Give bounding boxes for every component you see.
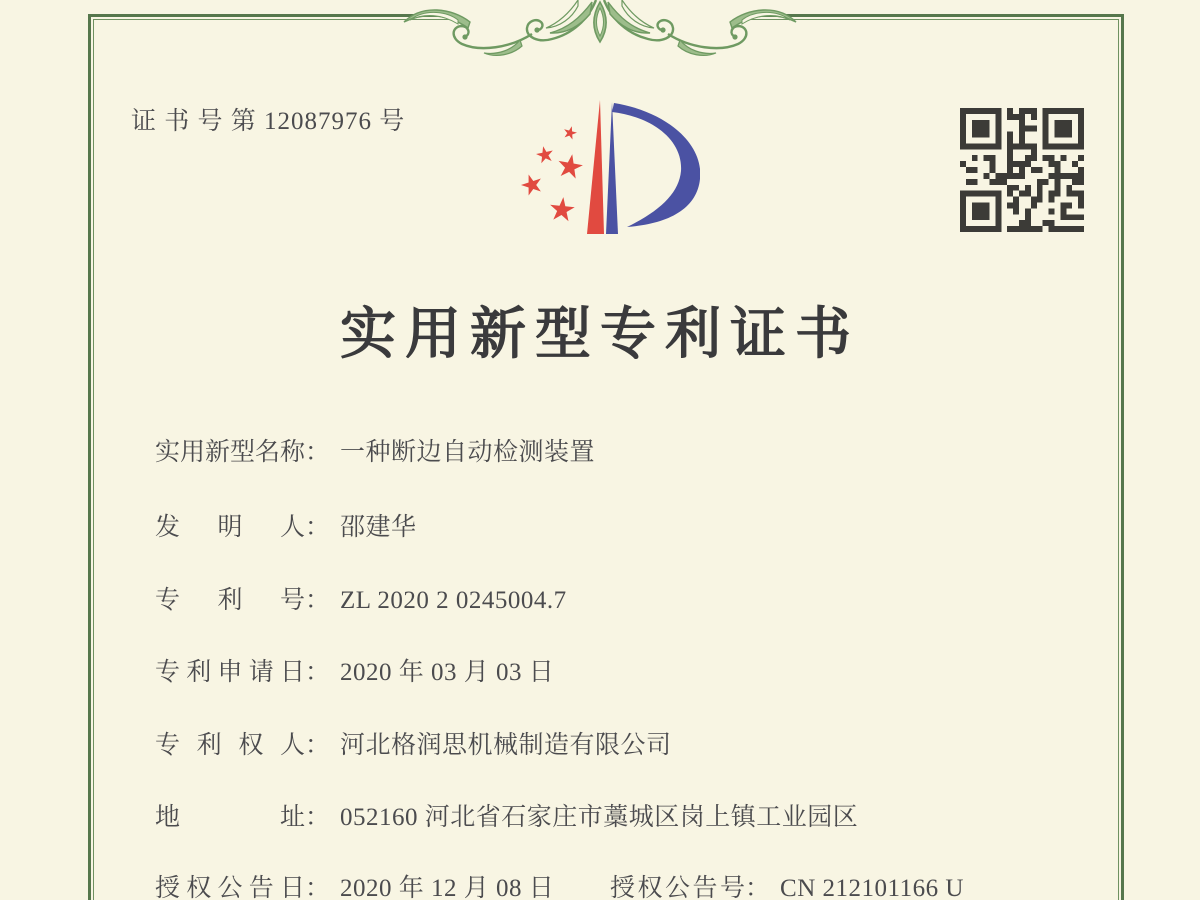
field-row-inventor (155, 507, 417, 543)
field-value: 052160 河北省石家庄市藁城区岗上镇工业园区 (340, 804, 859, 831)
field-colon: ： (305, 587, 331, 614)
field-row-grant-date (155, 868, 964, 900)
field-colon: ： (305, 732, 331, 759)
field-value: 邵建华 (340, 514, 417, 541)
field-value: 2020 年 03 月 03 日 (340, 659, 555, 686)
field-label: 地址 (155, 804, 305, 831)
field-label: 发明人 (155, 514, 305, 541)
field-row-patentee (155, 725, 672, 761)
field-label: 授权公告日 (155, 875, 305, 900)
field-colon: ： (305, 875, 331, 900)
field-row-patent-number (155, 580, 567, 616)
field-label: 专利权人 (155, 732, 305, 759)
field-row-utility-model-name (155, 432, 595, 468)
field-row-filing-date (155, 652, 554, 688)
field-value: CN 212101166 U (780, 875, 964, 900)
field-colon: ： (305, 514, 331, 541)
certificate-title: 实用新型专利证书 (340, 304, 860, 366)
field-label: 专利号 (155, 587, 305, 614)
field-value: 2020 年 12 月 08 日 (340, 875, 555, 900)
field-label: 专利申请日 (155, 659, 305, 686)
field-grant-publication-number (610, 868, 964, 900)
field-value: 一种断边自动检测装置 (340, 439, 596, 466)
field-label: 实用新型名称 (155, 439, 306, 466)
cnipa-patent-logo-icon (500, 83, 700, 248)
field-colon: ： (305, 439, 331, 466)
field-value: ZL 2020 2 0245004.7 (340, 587, 567, 614)
field-value: 河北格润思机械制造有限公司 (340, 732, 672, 759)
field-colon: ： (305, 659, 331, 686)
field-label: 授权公告号 (610, 875, 745, 900)
field-colon: ： (305, 804, 331, 831)
field-colon: ： (745, 875, 771, 900)
floral-ornament-icon (370, 0, 830, 58)
field-row-address (155, 797, 858, 833)
stars-icon (519, 125, 585, 222)
certificate-number: 证 书 号 第 12087976 号 (131, 108, 406, 135)
qr-code-icon (960, 108, 1084, 232)
